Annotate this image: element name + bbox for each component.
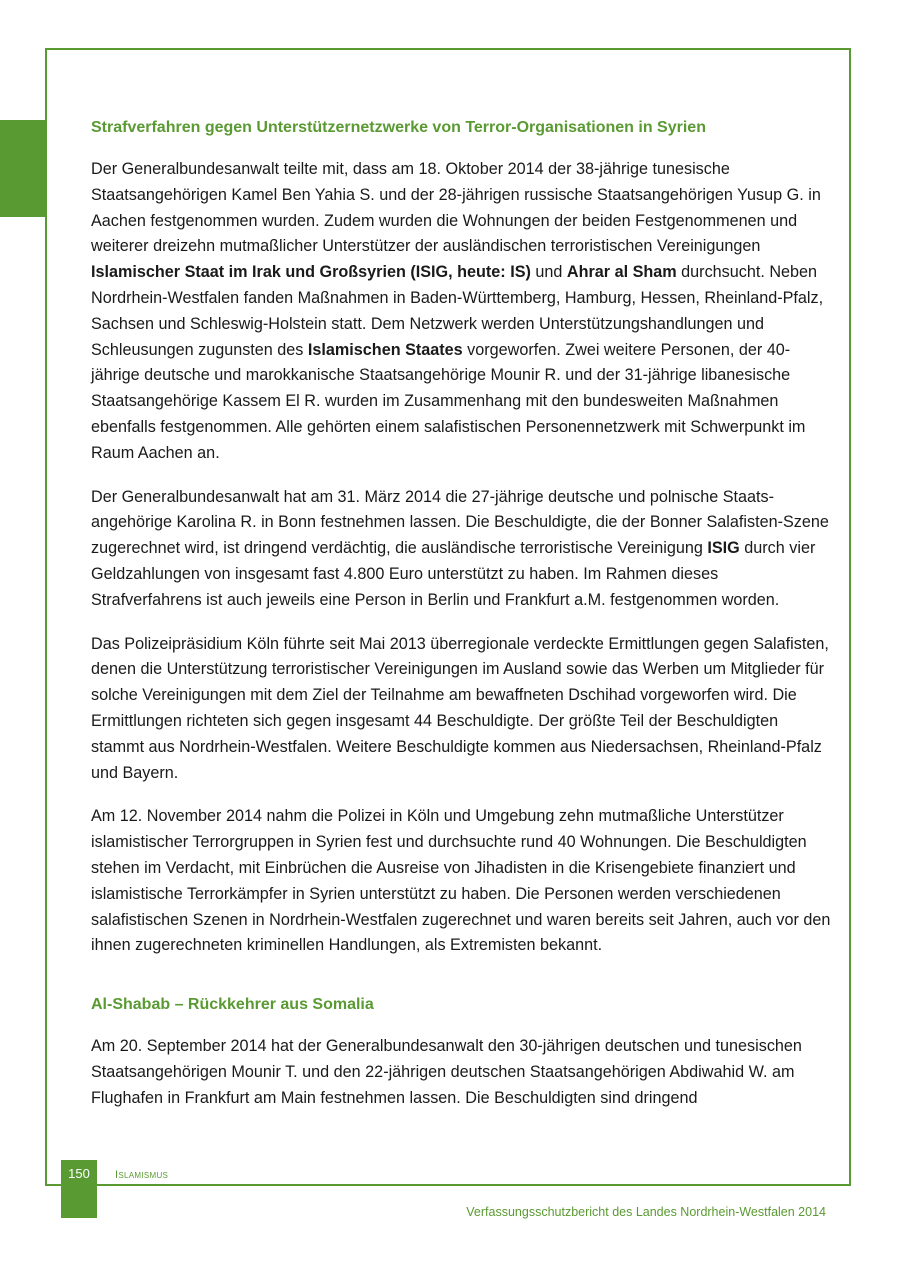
section-heading-terror-support: Strafverfahren gegen Unterstützernetzwerke von Terror-Organisationen in Syrien bbox=[91, 119, 706, 136]
paragraph-1-bold-3: Islamischen Staates bbox=[307, 340, 463, 359]
side-tab-marker bbox=[0, 120, 46, 217]
paragraph-3: Das Polizeipräsidium Köln führte seit Mai 2013 überregionale verdeckte Ermittlungen gegen Salafisten, denen die Unterstützung terroristischer Vereinigungen im Ausland sowie das Werben um Mitglieder für solche Vereinigungen mit dem Ziel der Teilnahme am bewaffneten Dschihad vorgeworfen wird. Die Ermittlungen richteten sich gegen insgesamt 44 Beschuldigte. Der größte Teil der Beschuldigten stammt aus Nordrhein-Westfalen. Weitere Beschuldigte kommen aus Niedersachsen, Rheinland-Pfalz und Bayern. bbox=[91, 634, 829, 782]
section-heading-al-shabab: Al-Shabab – Rückkehrer aus Somalia bbox=[91, 996, 374, 1014]
paragraph-2-text-1: Der Generalbundesanwalt hat am 31. März 2014 die 27-jährige deutsche und polnische Staatsangehörige Karolina R. in Bonn festnehmen lassen. Die Beschuldigte, die der Bonner Salafisten-Szene zugerechnet wird, ist dringend verdächtig, die ausländische terroristische Vereinigung bbox=[91, 487, 829, 558]
paragraph-1-text-1: Der Generalbundesanwalt teilte mit, dass am 18. Oktober 2014 der 38-jährige tunesische Staatsangehörigen Kamel Ben Yahia S. und der 28-jährigen russische Staatsangehörigen Yusup G. in Aachen festgenommen wurden. Zudem wurden die Wohnungen der beiden Festgenommenen und weiterer dreizehn mutmaßlicher Unterstützer der ausländischen terroristischen Vereinigungen bbox=[91, 160, 821, 256]
paragraph-4: Am 12. November 2014 nahm die Polizei in Köln und Umgebung zehn mutmaßliche Unterstützer islamistischer Terrorgruppen in Syrien fest und durchsuchte rund 40 Wohnungen. Die Beschuldigten stehen im Verdacht, mit Einbrüchen die Ausreise von Jihadisten in die Krisengebiete finanziert und islamistische Terrorkämpfer in Syrien unterstützt zu haben. Die Personen werden verschiedenen salafistischen Szenen in Nordrhein-Westfalen zugerechnet und waren bereits seit Jahren, auch vor den ihnen zugerechneten kriminellen Handlungen, als Extremisten bekannt. bbox=[91, 807, 831, 955]
paragraph-1-bold-1: Islamischer Staat im Irak und Großsyrien (ISIG, heute: IS) bbox=[91, 263, 531, 282]
main-content bbox=[91, 116, 831, 1112]
paragraph-5: Am 20. September 2014 hat der Generalbundesanwalt den 30-jährigen deutschen und tunesischen Staatsangehörigen Mounir T. und den 22-jährigen deutschen Staatsangehörigen Abdiwahid W. am Flughafen in Frankfurt am Main festnehmen lassen. Die Beschuldigten sind dringend bbox=[91, 1037, 802, 1107]
paragraph-1-text-4: vorgeworfen. Zwei weitere Personen, der 40-jährige deutsche und marokkanische Staatsangehörige Mounir R. und der 31-jährige libanesische Staatsangehörige Kassem El R. wurden im Zusammenhang mit den bundesweiten Maßnahmen ebenfalls festgenommen. Alle gehörten einem salafistischen Personennetzwerk mit Schwerpunkt im Raum Aachen an. bbox=[91, 340, 806, 462]
paragraph-2-bold-1: ISIG bbox=[707, 539, 740, 558]
paragraph-1 bbox=[91, 157, 831, 467]
paragraph-2 bbox=[91, 485, 831, 614]
paragraph-1-text-2: und bbox=[530, 263, 567, 282]
report-title: Verfassungsschutzbericht des Landes Nordrhein-Westfalen 2014 bbox=[466, 1205, 826, 1219]
page-number: 150 bbox=[68, 1166, 90, 1181]
running-section-label: Islamismus bbox=[115, 1169, 169, 1181]
paragraph-2-text-2: durch vier Geldzahlungen von insgesamt fast 4.800 Euro unterstützt zu haben. Im Rahmen dieses Strafverfahrens ist auch jeweils eine Person in Berlin und Frankfurt a.M. festgenommen worden. bbox=[91, 539, 816, 609]
paragraph-1-bold-2: Ahrar al Sham bbox=[566, 263, 677, 282]
paragraph-1-text-3: durchsucht. Neben Nordrhein-Westfalen fanden Maßnahmen in Baden-Württemberg, Hamburg, Hessen, Rheinland-Pfalz, Sachsen und Schleswig-Holstein statt. Dem Netzwerk werden Unterstützungshandlungen und Schleusungen zugunsten des bbox=[91, 263, 824, 359]
